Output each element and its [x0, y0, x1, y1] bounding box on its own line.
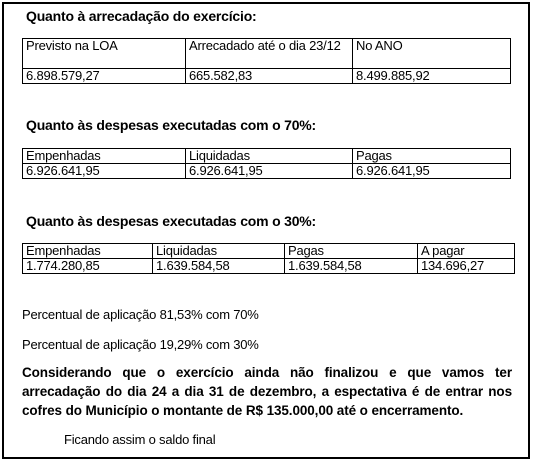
cell-no-ano: 8.499.885,92	[353, 69, 511, 84]
cell-empenhadas: 1.774.280,85	[23, 259, 153, 274]
table-row	[23, 164, 511, 179]
header-pagas: Pagas	[285, 244, 418, 259]
table-despesas-30	[22, 243, 515, 274]
heading-despesas-70: Quanto às despesas executadas com o 70%:	[26, 117, 317, 133]
heading-arrecadacao: Quanto à arrecadação do exercício:	[26, 8, 257, 24]
cell-previsto-loa: 6.898.579,27	[23, 69, 186, 84]
cell-liquidadas: 1.639.584,58	[153, 259, 285, 274]
header-arrecadado: Arrecadado até o dia 23/12	[186, 39, 353, 69]
table-header-row	[23, 39, 511, 69]
table-row	[23, 259, 515, 274]
header-pagas: Pagas	[353, 149, 511, 164]
percentual-30-text: Percentual de aplicação 19,29% com 30%	[22, 337, 259, 352]
header-empenhadas: Empenhadas	[23, 149, 186, 164]
cell-pagas: 1.639.584,58	[285, 259, 418, 274]
table-row	[23, 69, 511, 84]
header-liquidadas: Liquidadas	[186, 149, 353, 164]
table-header-row	[23, 149, 511, 164]
cell-liquidadas: 6.926.641,95	[186, 164, 353, 179]
saldo-final-text: Ficando assim o saldo final	[64, 432, 216, 447]
table-header-row	[23, 244, 515, 259]
cell-pagas: 6.926.641,95	[353, 164, 511, 179]
cell-empenhadas: 6.926.641,95	[23, 164, 186, 179]
cell-arrecadado: 665.582,83	[186, 69, 353, 84]
cell-a-pagar: 134.696,27	[418, 259, 515, 274]
expectativa-paragraph: Considerando que o exercício ainda não finalizou e que vamos ter arrecadação do dia 24 a dia 31 de dezembro, a espectativa é de entrar nos cofres do Município o montante de R$ 135.000,00 até o encerramento.	[22, 365, 512, 418]
table-despesas-70	[22, 148, 511, 179]
percentual-70-text: Percentual de aplicação 81,53% com 70%	[22, 307, 259, 322]
header-a-pagar: A pagar	[418, 244, 515, 259]
table-arrecadacao	[22, 38, 511, 84]
header-empenhadas: Empenhadas	[23, 244, 153, 259]
header-no-ano: No ANO	[353, 39, 511, 69]
heading-despesas-30: Quanto às despesas executadas com o 30%:	[26, 213, 317, 229]
header-liquidadas: Liquidadas	[153, 244, 285, 259]
header-previsto-loa: Previsto na LOA	[23, 39, 186, 69]
